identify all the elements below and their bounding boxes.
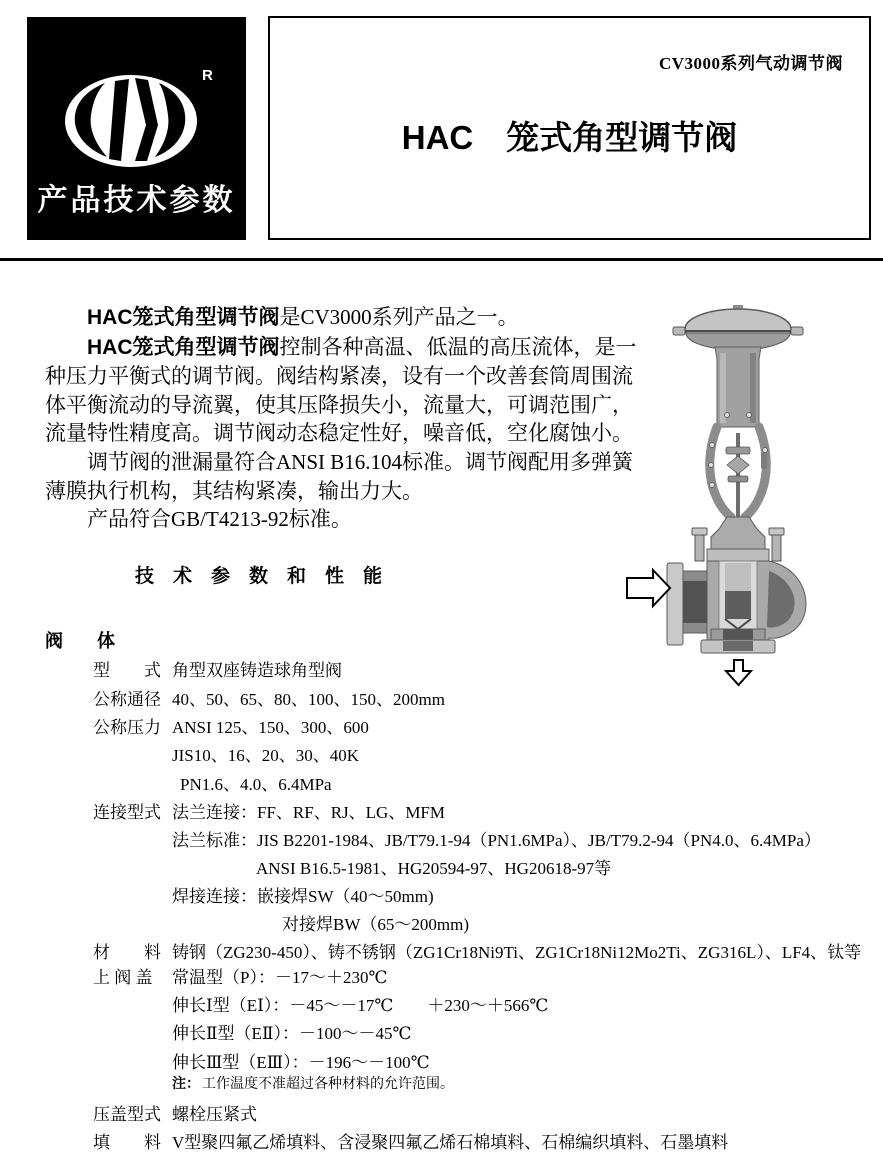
valve-body-group-heading: 阀 体 [45,631,123,651]
spec-label: 填 料 [93,1133,161,1152]
spec-value: 法兰连接：FF、RF、RJ、LG、MFM [172,803,446,822]
spec-row-weld-connection [0,882,883,904]
intro-line [45,391,637,420]
spec-row-packing [0,1128,883,1150]
intro-line [45,477,637,506]
spec-label: 压盖型式 [93,1105,161,1124]
spec-value: 伸长Ⅱ型（EⅡ）：－100～－45℃ [172,1024,412,1043]
spec-label: 上 阀 盖 [93,968,153,987]
spec-label: 公称压力 [93,718,161,737]
intro-line [45,505,637,534]
spec-row-material [0,938,883,960]
section-heading: 技 术 参 数 和 性 能 [135,566,383,587]
spec-row-bonnet-e1 [0,991,883,1013]
intro-text: 控制各种高温、低温的高压流体，是一 [279,334,637,359]
note-label: 注： [172,1075,200,1091]
spec-value: 伸长Ⅲ型（EⅢ）：－196～－100℃ [172,1053,430,1072]
spec-row-note [0,1073,883,1095]
intro-text: 调节阀的泄漏量符合ANSI B16.104标准。调节阀配用多弹簧 [87,449,634,474]
title-box [268,16,871,240]
spec-value: 铸钢（ZG230-450）、铸不锈钢（ZG1Cr18Ni9Ti、ZG1Cr18Ni12Mo2Ti、ZG316L）、LF4、钛等 [172,943,862,962]
spec-label: 型 式 [93,661,161,680]
spec-label: 连接型式 [93,803,161,822]
spec-value: ANSI B16.5-1981、HG20594-97、HG20618-97等 [256,859,612,878]
spec-value: 对接焊BW（65～200mm) [282,915,469,934]
spec-value: JIS10、16、20、30、40K [172,746,360,765]
spec-row-nominal-pressure [0,713,883,735]
brand-logo-box [27,17,246,240]
spec-row-gland-type [0,1100,883,1122]
intro-line [45,448,637,477]
intro-text: 体平衡流动的导流翼，使其压降损失小，流量大，可调范围广， [45,392,633,417]
spec-row-nominal-pressure-jis [0,741,883,763]
intro-text: 产品符合GB/T4213-92标准。 [87,507,352,532]
spec-value: 常温型（P）：－17～＋230℃ [172,968,388,987]
valve-figure [615,295,815,690]
spec-value: 法兰标准：JIS B2201-1984、JB/T79.1-94（PN1.6MPa）、JB/T79.2-94（PN4.0、6.4MPa） [172,831,821,850]
spec-row-flange-standard-cont [0,854,883,876]
flow-in-arrow-icon [627,570,670,606]
note-text: 工作温度不准超过各种材料的允许范围。 [202,1077,454,1092]
spec-value: 焊接连接：嵌接焊SW（40～50mm) [172,887,434,906]
spec-label: 材 料 [93,943,161,962]
spec-value: PN1.6、4.0、6.4MPa [180,775,332,794]
intro-paragraphs [45,303,637,534]
spec-row-weld-connection-cont [0,910,883,932]
spec-value: 螺栓压紧式 [172,1105,257,1124]
spec-row-bonnet-e3 [0,1048,883,1070]
spec-row-flange-standard [0,826,883,848]
valve-cutaway-photo [615,295,815,690]
intro-bold: HAC笼式角型调节阀 [87,335,280,359]
spec-row-bonnet-e2 [0,1019,883,1041]
spec-row-nominal-pressure-pn [0,770,883,792]
spec-row-nominal-diameter [0,685,883,707]
spec-row-type [0,656,883,678]
intro-line [45,303,637,333]
spec-value: 40、50、65、80、100、150、200mm [172,690,445,709]
spec-value: 角型双座铸造球角型阀 [172,661,342,680]
spec-value: 伸长Ⅰ型（EⅠ）：－45～－17℃ ＋230～＋566℃ [172,996,549,1015]
intro-text: 薄膜执行机构，其结构紧凑，输出力大。 [45,478,423,503]
intro-line [45,333,637,363]
intro-text: 流量特性精度高。调节阀动态稳定性好，噪音低，空化腐蚀小。 [45,421,633,446]
intro-line [45,419,637,448]
spec-value: V型聚四氟乙烯填料、含浸聚四氟乙烯石棉填料、石棉编织填料、石墨填料 [172,1133,729,1152]
intro-text: 是CV3000系列产品之一。 [279,305,519,329]
spec-row-bonnet [0,963,883,985]
series-label: CV3000系列气动调节阀 [658,54,843,73]
page-title: HAC 笼式角型调节阀 [401,119,738,156]
intro-bold: HAC笼式角型调节阀 [87,306,280,329]
intro-line [45,362,637,391]
header-divider-rule [0,258,883,261]
logo-caption: 产品技术参数 [37,184,236,217]
spec-value: ANSI 125、150、300、600 [172,718,369,737]
intro-text: 种压力平衡式的调节阀。阀结构紧凑，设有一个改善套筒周围流 [45,364,633,389]
spec-label: 公称通径 [93,690,161,709]
registered-trademark-mark: R [202,67,213,84]
spec-row-connection [0,798,883,820]
company-logo-icon [63,73,199,169]
